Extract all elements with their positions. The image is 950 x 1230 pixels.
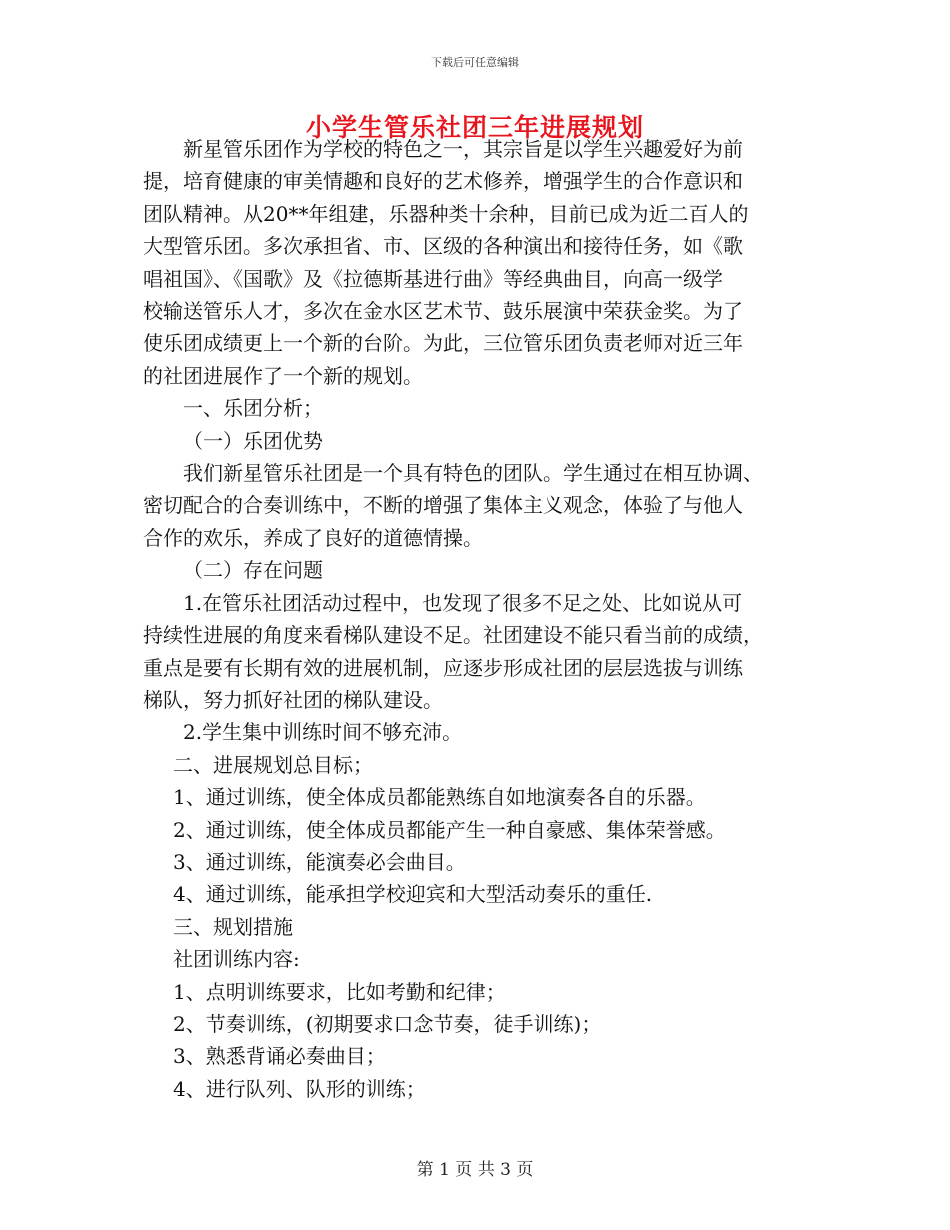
section2-heading: 二、进展规划总目标； (173, 752, 373, 777)
paragraph-line: 重点是要有长期有效的进展机制，应逐步形成社团的层层选拔与训练 (143, 655, 743, 680)
intro-line: 新星管乐团作为学校的特色之一，其宗旨是以学生兴趣爱好为前 (183, 137, 743, 161)
page-header: 下载后可任意编辑 (431, 56, 519, 69)
section1-sub2-heading: （二）存在问题 (183, 558, 323, 583)
intro-line: 大型管乐团。多次承担省、市、区级的各种演出和接待任务，如《歌 (143, 234, 743, 259)
intro-line: 团队精神。从20**年组建，乐器种类十余种，目前已成为近二百人的 (143, 201, 749, 226)
section1-sub2-paragraph1 (143, 587, 813, 717)
training-item: 1、点明训练要求，比如考勤和纪律； (173, 979, 506, 1004)
intro-line: 校输送管乐人才，多次在金水区艺术节、鼓乐展演中荣获金奖。为了 (143, 299, 743, 324)
paragraph-line: 密切配合的合奏训练中，不断的增强了集体主义观念，体验了与他人 (143, 493, 743, 518)
intro-line: 提，培育健康的审美情趣和良好的艺术修养，增强学生的合作意识和 (143, 169, 743, 194)
section1-sub2-paragraph2: 2.学生集中训练时间不够充沛。 (183, 720, 463, 745)
page-footer: 第 1 页 共 3 页 (416, 1160, 534, 1180)
paragraph-line: 合作的欢乐，养成了良好的道德情操。 (143, 525, 483, 550)
goal-item: 4、通过训练，能承担学校迎宾和大型活动奏乐的重任. (173, 882, 653, 907)
section1-heading: 一、乐团分析； (183, 396, 323, 421)
training-item: 4、进行队列、队形的训练； (173, 1076, 426, 1101)
goal-item: 1、通过训练，使全体成员都能熟练自如地演奏各自的乐器。 (173, 785, 706, 810)
document-title: 小学生管乐社团三年进展规划 (305, 113, 644, 142)
section3-subheading: 社团训练内容: (173, 947, 300, 972)
section3-heading: 三、规划措施 (173, 914, 293, 939)
intro-paragraph (143, 133, 813, 392)
training-item: 3、熟悉背诵必奏曲目； (173, 1044, 386, 1069)
paragraph-line: 持续性进展的角度来看梯队建设不足。社团建设不能只看当前的成绩， (143, 623, 763, 648)
intro-line: 的社团进展作了一个新的规划。 (143, 363, 423, 388)
intro-line: 唱祖国》、《国歌》及《拉德斯基进行曲》等经典曲目，向高一级学 (143, 266, 723, 291)
paragraph-line: 梯队，努力抓好社团的梯队建设。 (143, 687, 443, 712)
section1-sub1-heading: （一）乐团优势 (183, 428, 323, 453)
section1-sub1-paragraph (143, 457, 813, 554)
document-body (143, 133, 813, 1105)
paragraph-line: 1.在管乐社团活动过程中，也发现了很多不足之处、比如说从可 (183, 590, 743, 615)
goal-item: 2、通过训练，使全体成员都能产生一种自豪感、集体荣誉感。 (173, 817, 726, 842)
goal-item: 3、通过训练，能演奏必会曲目。 (173, 849, 466, 874)
intro-line: 使乐团成绩更上一个新的台阶。为此，三位管乐团负责老师对近三年 (143, 331, 743, 356)
training-item: 2、节奏训练，(初期要求口念节奏，徒手训练)； (173, 1011, 602, 1036)
paragraph-line: 我们新星管乐社团是一个具有特色的团队。学生通过在相互协调、 (183, 461, 763, 486)
